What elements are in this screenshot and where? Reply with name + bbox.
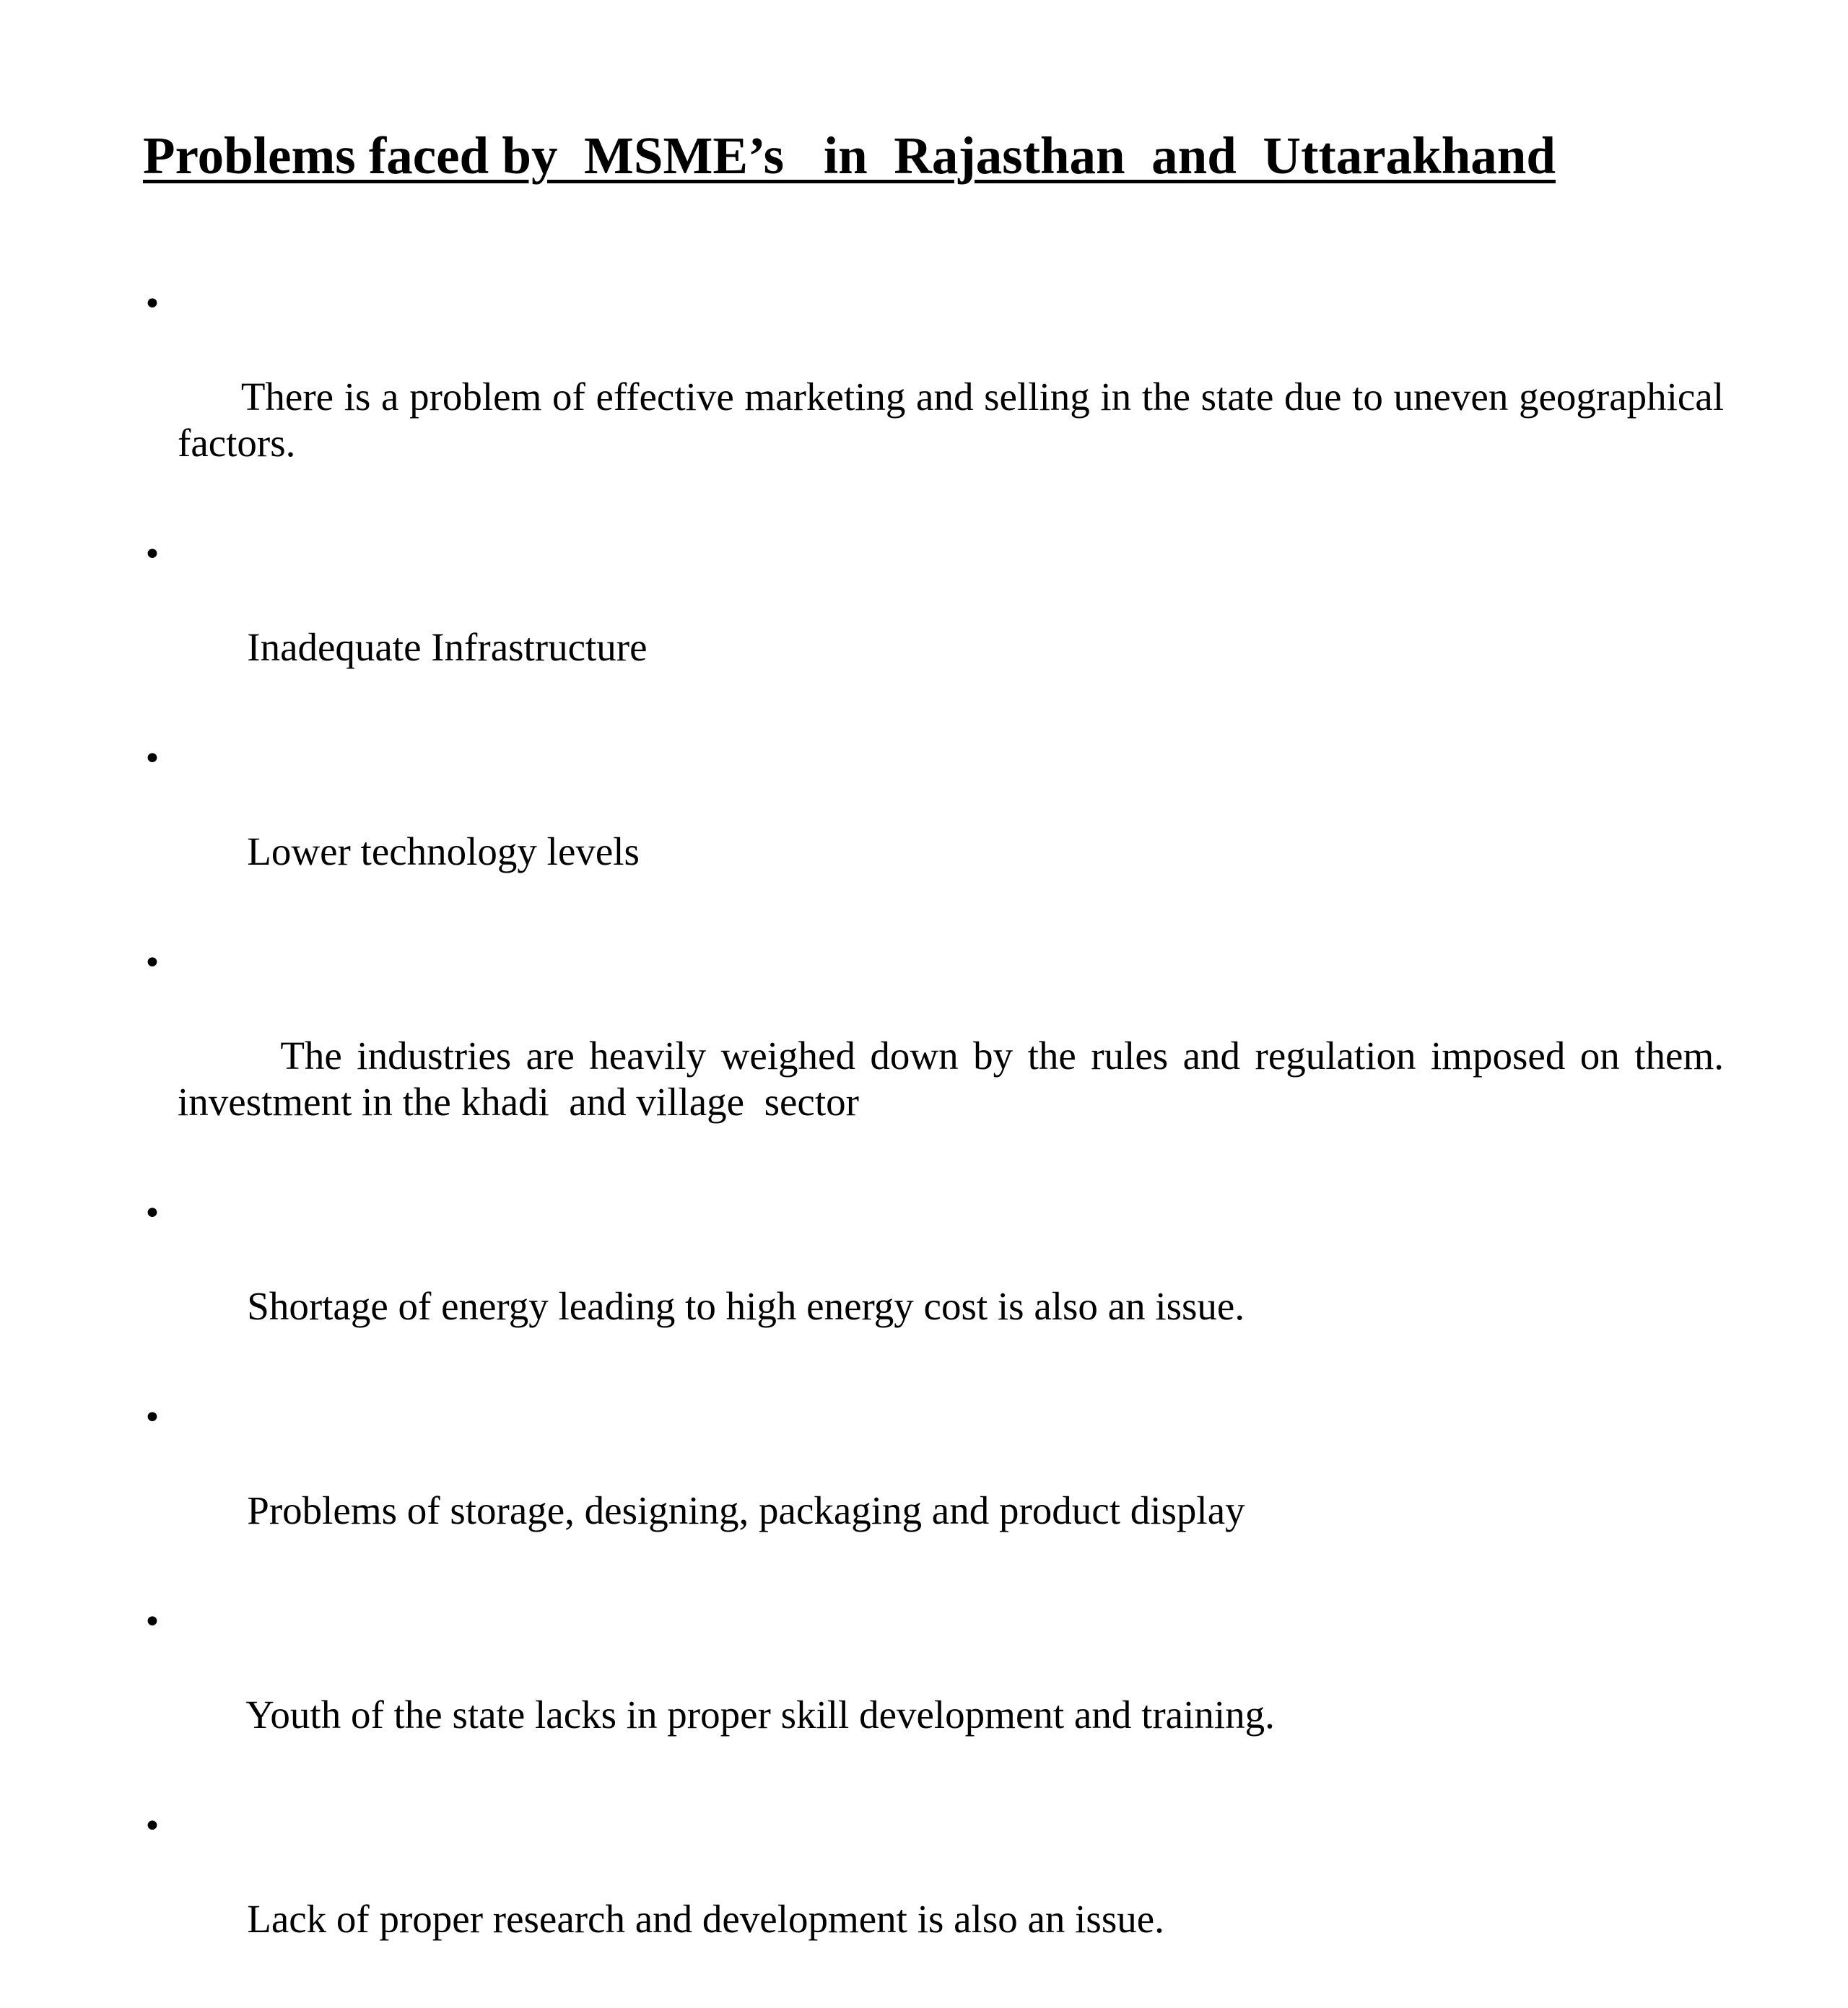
bullet-text: Problems of storage, designing, packaging and product display: [237, 1488, 1245, 1532]
bullet-item: [143, 1804, 1724, 1989]
bullet-text: Inadequate Infrastructure: [237, 625, 648, 669]
bullet-item: [143, 1191, 1724, 1376]
bullet-item: [143, 940, 1734, 1171]
bullet-icon: •: [143, 741, 162, 777]
bullet-list: [143, 281, 1734, 2008]
bullet-text: Youth of the state lacks in proper skill development and training.: [237, 1693, 1275, 1737]
bullet-icon: •: [143, 536, 162, 573]
bullet-text: Shortage of energy leading to high energy cost is also an issue.: [237, 1284, 1245, 1328]
bullet-item: [143, 1599, 1724, 1784]
bullet-icon: •: [143, 1400, 162, 1436]
bullet-icon: •: [143, 1195, 162, 1232]
bullet-text: Lack of proper research and development is also an issue.: [237, 1897, 1164, 1941]
bullet-item: [143, 281, 1734, 512]
bullet-text: There is a problem of effective marketing and selling in the state due to uneven geographical factors.: [178, 375, 1734, 465]
bullet-icon: •: [143, 286, 162, 323]
bullet-text: The industries are heavily weighed down by the rules and regulation imposed on them. investment in the khadi and village sector: [178, 1034, 1734, 1124]
bullet-icon: •: [143, 945, 162, 982]
bullet-icon: •: [143, 1604, 162, 1641]
slide-title: Problems faced by MSME’s in Rajasthan and Uttarakhand: [143, 126, 1556, 185]
bullet-icon: •: [143, 1808, 162, 1845]
bullet-item: [143, 1395, 1724, 1580]
bullet-item: [143, 532, 1724, 717]
bullet-item: [143, 736, 1724, 921]
bullet-text: Lower technology levels: [237, 829, 640, 873]
